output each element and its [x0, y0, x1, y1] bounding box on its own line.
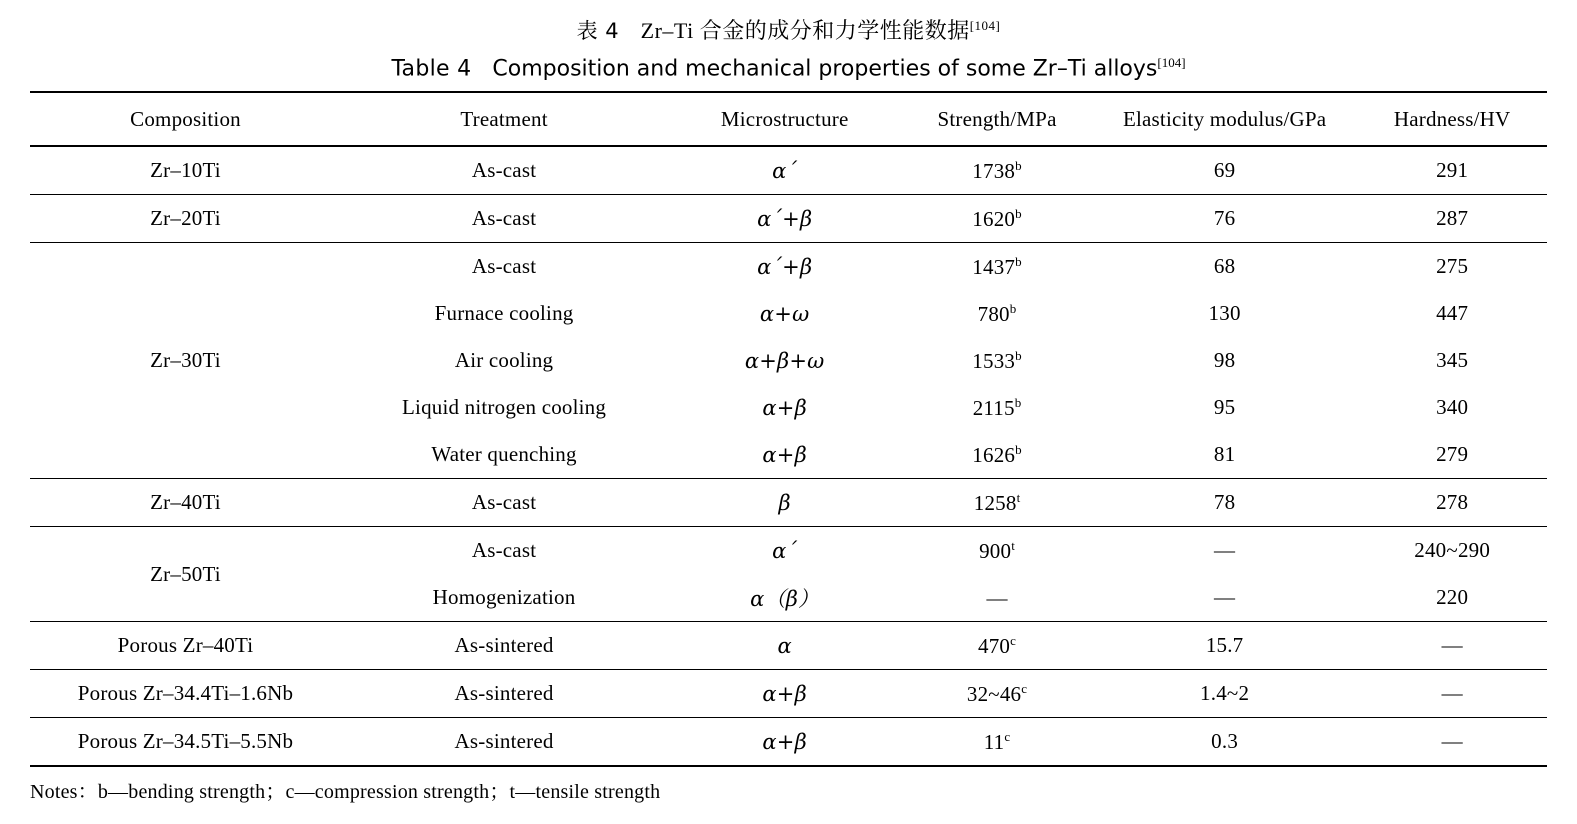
- cell-microstructure: α´: [667, 527, 902, 575]
- cell-hardness: 278: [1357, 479, 1547, 527]
- cell-strength: 1626$^b$: [972, 441, 1022, 467]
- cell-modulus: 69: [1092, 146, 1357, 195]
- cell-strength: 1533$^b$: [972, 347, 1022, 373]
- cell-strength: 1620$^b$: [902, 195, 1092, 243]
- cell-hardness: —: [1357, 622, 1547, 670]
- table-caption-english: [30, 55, 1547, 81]
- cell-composition: Zr–30Ti: [30, 243, 341, 479]
- table-row: [30, 479, 1547, 527]
- caption-english-reference: [104]: [1157, 55, 1186, 70]
- cell-modulus: 68: [1092, 243, 1357, 291]
- cell-microstructure: α+β: [762, 395, 807, 420]
- cell-composition: Zr–50Ti: [30, 527, 341, 622]
- cell-microstructure: α: [667, 622, 902, 670]
- cell-microstructure: α´+β: [667, 243, 902, 291]
- cell-hardness: 447: [1436, 301, 1469, 326]
- cell-hardness: 279: [1436, 442, 1469, 467]
- cell-treatment: As-cast: [341, 479, 667, 527]
- cell-microstructure: α（β）: [750, 586, 820, 611]
- cell-treatment: Water quenching: [431, 442, 577, 467]
- table-row: [30, 622, 1547, 670]
- cell-strength: 1437$^b$: [902, 243, 1092, 291]
- cell-modulus: 15.7: [1092, 622, 1357, 670]
- cell-modulus: —: [1092, 527, 1357, 575]
- cell-strength: 780$^b$: [977, 300, 1017, 326]
- cell-treatment: Furnace cooling: [434, 301, 574, 326]
- cell-treatment: Air cooling: [454, 348, 554, 373]
- table-caption-chinese: [30, 14, 1547, 45]
- cell-treatment: As-cast: [341, 243, 667, 291]
- column-header-hardness: Hardness/HV: [1357, 92, 1547, 146]
- table-body: [30, 146, 1547, 766]
- cell-modulus: 98: [1213, 348, 1236, 373]
- cell-strength: 11$^c$: [902, 718, 1092, 767]
- cell-microstructure: α´+β: [667, 195, 902, 243]
- cell-composition: Porous Zr–34.4Ti–1.6Nb: [30, 670, 341, 718]
- table-notes: Notes：b—bending strength；c—compression strength；t—tensile strength: [30, 781, 661, 804]
- cell-modulus: 78: [1092, 479, 1357, 527]
- table-row: [30, 243, 1547, 291]
- cell-hardness: 291: [1357, 146, 1547, 195]
- cell-modulus: 1.4~2: [1092, 670, 1357, 718]
- cell-strength: —: [986, 585, 1008, 610]
- cell-microstructure: α+β: [762, 442, 807, 467]
- cell-microstructure: α´: [667, 146, 902, 195]
- table-row: [30, 670, 1547, 718]
- cell-strength: 1738$^b$: [902, 146, 1092, 195]
- cell-strength: 32~46$^c$: [902, 670, 1092, 718]
- cell-modulus: 0.3: [1092, 718, 1357, 767]
- cell-composition: Zr–20Ti: [30, 195, 341, 243]
- table-row: [30, 146, 1547, 195]
- column-header-elasticity-modulus: Elasticity modulus/GPa: [1092, 92, 1357, 146]
- table-header: [30, 92, 1547, 146]
- cell-treatment: Liquid nitrogen cooling: [402, 395, 607, 420]
- caption-english-prefix: Table 4: [391, 56, 472, 82]
- cell-strength: 1258$^t$: [902, 479, 1092, 527]
- cell-treatment: Homogenization: [432, 585, 576, 610]
- column-header-treatment: Treatment: [341, 92, 667, 146]
- cell-microstructure: α+β: [667, 670, 902, 718]
- cell-hardness: 240~290: [1357, 527, 1547, 575]
- cell-strength: 470$^c$: [902, 622, 1092, 670]
- caption-english-text: Composition and mechanical properties of some Zr–Ti alloys: [492, 56, 1158, 82]
- cell-hardness: 345: [1436, 348, 1469, 373]
- cell-composition: Zr–40Ti: [30, 479, 341, 527]
- cell-modulus: 95: [1213, 395, 1236, 420]
- cell-hardness: 220: [1436, 585, 1469, 610]
- cell-treatment: As-cast: [341, 146, 667, 195]
- cell-strength: 900$^t$: [902, 527, 1092, 575]
- table-row: [30, 527, 1547, 575]
- cell-microstructure: β: [667, 479, 902, 527]
- caption-chinese-reference: [104]: [969, 18, 1001, 33]
- cell-treatment: As-cast: [341, 195, 667, 243]
- cell-microstructure: α+β: [667, 718, 902, 767]
- cell-treatment: As-sintered: [341, 718, 667, 767]
- cell-microstructure: α+ω: [759, 301, 810, 326]
- column-header-microstructure: Microstructure: [667, 92, 902, 146]
- caption-chinese-prefix: 表 4: [576, 19, 620, 43]
- table-row: [30, 195, 1547, 243]
- alloy-properties-table: [30, 91, 1547, 767]
- caption-chinese-text: Zr–Ti 合金的成分和力学性能数据: [640, 18, 970, 43]
- cell-hardness: 287: [1357, 195, 1547, 243]
- cell-modulus: 76: [1092, 195, 1357, 243]
- cell-composition: Porous Zr–34.5Ti–5.5Nb: [30, 718, 341, 767]
- cell-hardness: 275: [1357, 243, 1547, 291]
- cell-composition: Zr–10Ti: [30, 146, 341, 195]
- cell-composition: Porous Zr–40Ti: [30, 622, 341, 670]
- cell-hardness: —: [1357, 718, 1547, 767]
- cell-treatment: As-cast: [341, 527, 667, 575]
- cell-modulus: 81: [1213, 442, 1236, 467]
- column-header-strength: Strength/MPa: [902, 92, 1092, 146]
- cell-hardness: —: [1357, 670, 1547, 718]
- cell-microstructure: α+β+ω: [744, 348, 825, 373]
- table-header-row: [30, 92, 1547, 146]
- cell-modulus: —: [1214, 585, 1236, 610]
- cell-modulus: 130: [1208, 301, 1241, 326]
- cell-hardness: 340: [1436, 395, 1469, 420]
- table-row: [30, 718, 1547, 767]
- column-header-composition: Composition: [30, 92, 341, 146]
- cell-treatment: As-sintered: [341, 670, 667, 718]
- cell-strength: 2115$^b$: [972, 394, 1022, 420]
- cell-treatment: As-sintered: [341, 622, 667, 670]
